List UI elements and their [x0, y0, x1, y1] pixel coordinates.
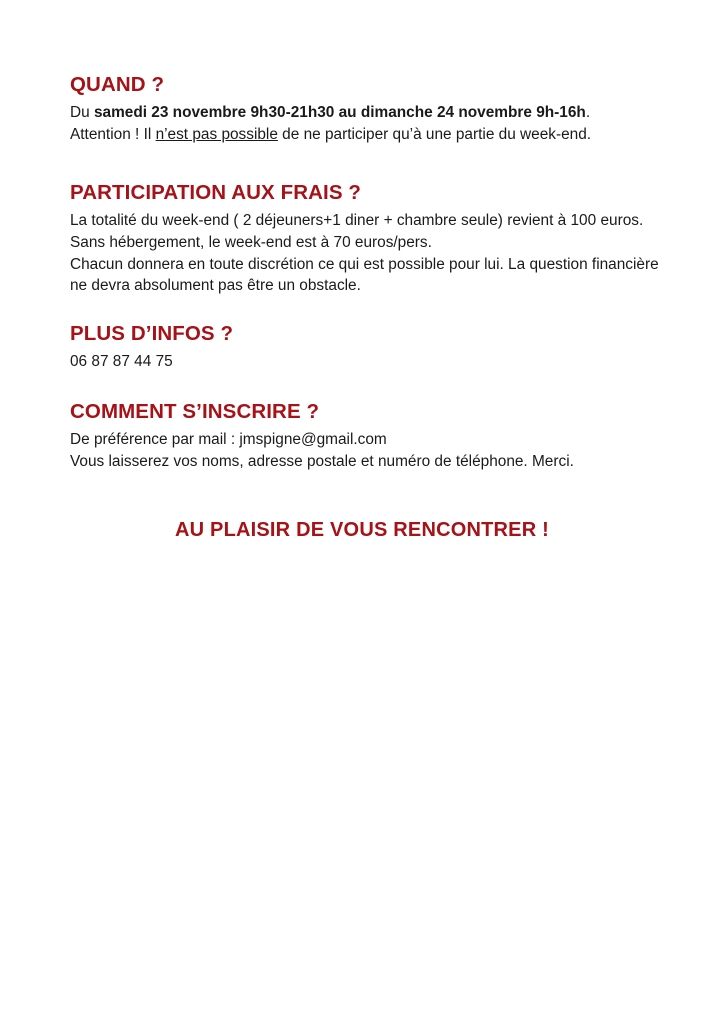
when-line1-bold: samedi 23 novembre 9h30-21h30 au dimanche 24 novembre 9h-16h: [93, 104, 586, 121]
when-line2-prefix: Attention ! Il: [70, 125, 156, 143]
section-fees: [70, 180, 680, 298]
section-register-heading: COMMENT S’INSCRIRE ?: [70, 400, 320, 424]
section-when-dates: [70, 102, 680, 124]
info-phone-number: 06 87 87 44 75: [70, 353, 173, 371]
section-when-heading: QUAND ?: [70, 73, 165, 96]
section-info-heading: PLUS D’INFOS ?: [70, 322, 234, 346]
when-line2-underline: n’est pas possible: [155, 125, 278, 143]
when-line2-suffix: de ne participer qu’à une partie du week-end.: [277, 125, 592, 143]
when-line1-prefix: Du: [70, 104, 94, 121]
register-line-email: De préférence par mail : jmspigne@gmail.com: [70, 431, 387, 449]
when-line1-suffix: .: [585, 104, 591, 121]
section-when-warning: [70, 124, 680, 146]
fees-line-discretion: Chacun donnera en toute discrétion ce qui est possible pour lui. La question financière ne devra absolument pas être un obstacle.: [70, 255, 659, 295]
section-fees-heading: PARTICIPATION AUX FRAIS ?: [70, 180, 362, 204]
register-line-details: Vous laisserez vos noms, adresse postale et numéro de téléphone. Merci.: [70, 453, 574, 470]
fees-line-no-lodging: Sans hébergement, le week-end est à 70 euros/pers.: [70, 233, 432, 251]
section-info: [70, 321, 680, 373]
section-register: [70, 399, 680, 473]
section-when: [70, 72, 680, 146]
closing-statement: AU PLAISIR DE VOUS RENCONTRER !: [174, 518, 549, 541]
fees-line-total: La totalité du week-end ( 2 déjeuners+1 diner + chambre seule) revient à 100 euros.: [70, 211, 644, 229]
